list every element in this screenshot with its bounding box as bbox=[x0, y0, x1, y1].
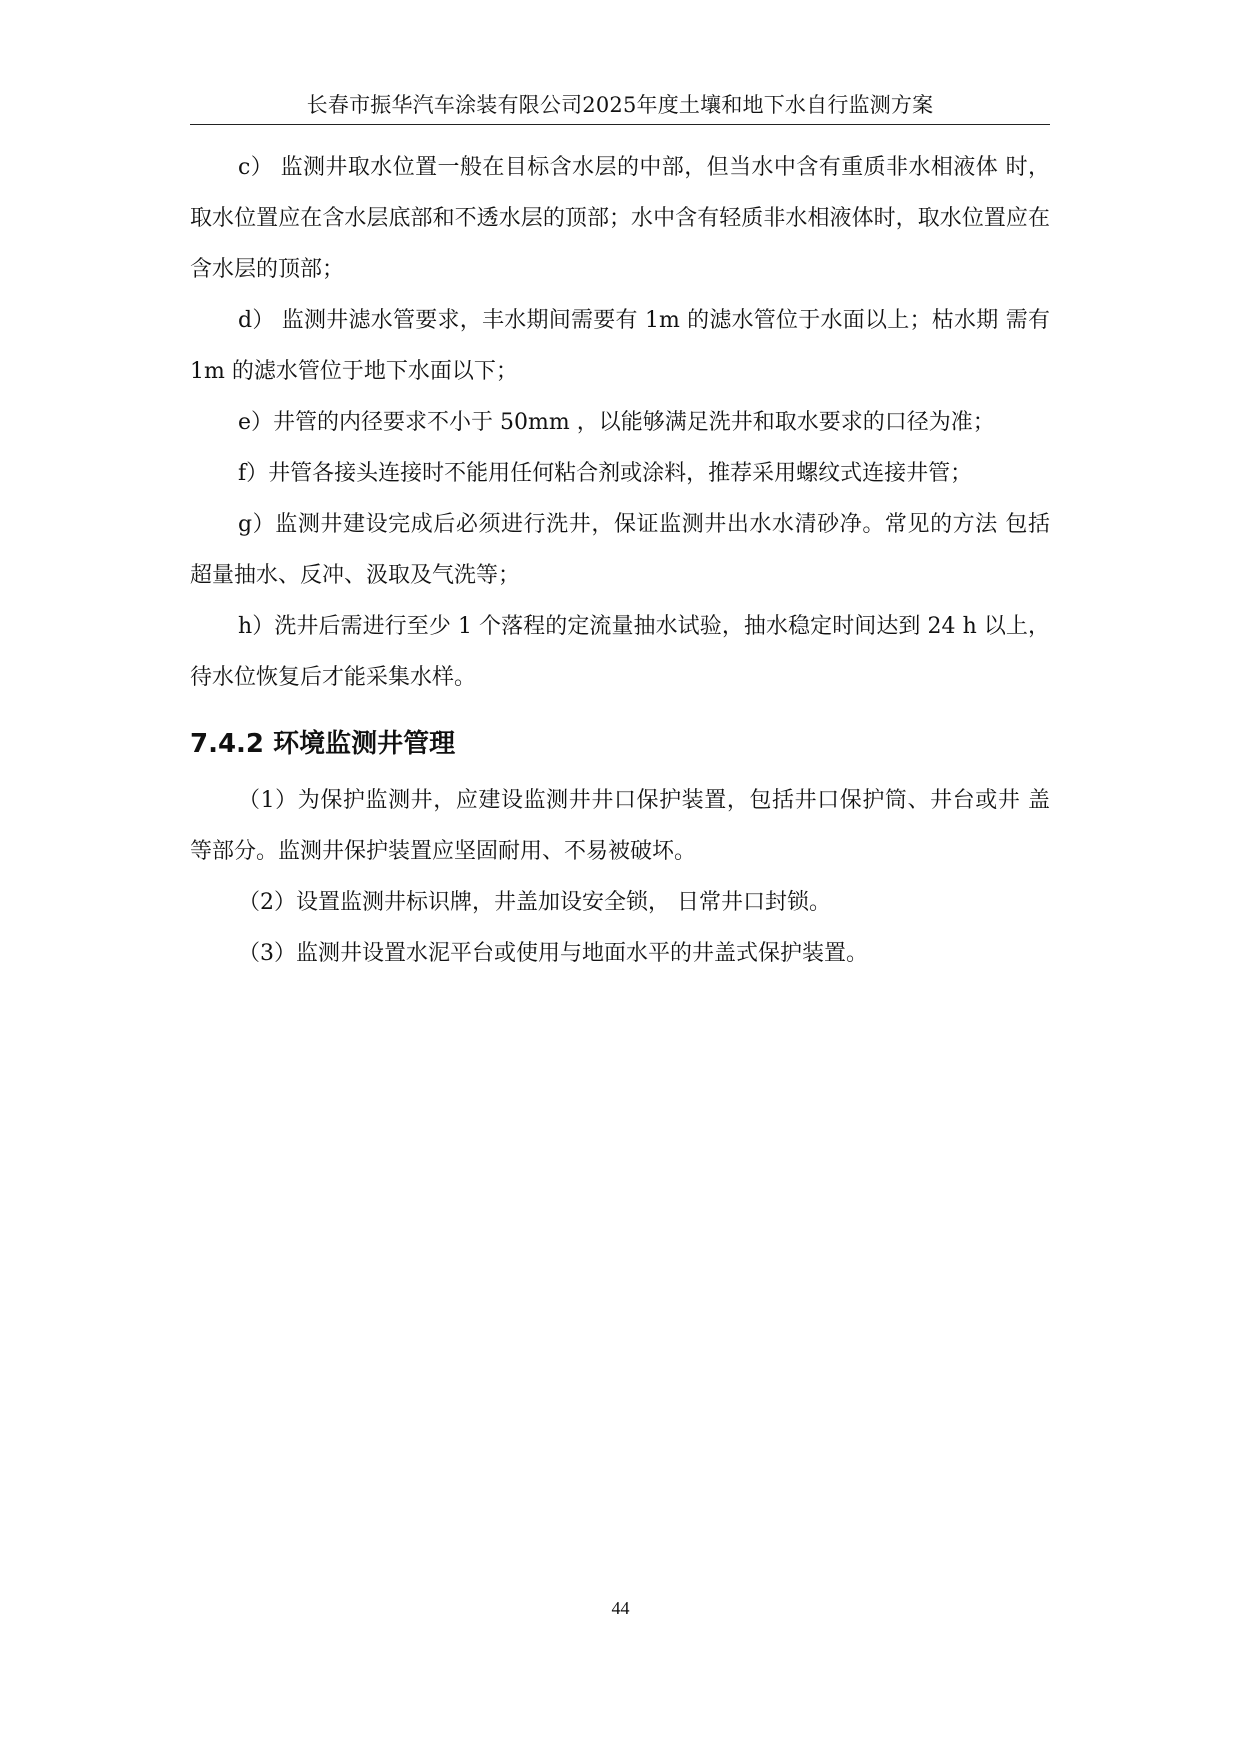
paragraph-d: d） 监测井滤水管要求，丰水期间需要有 1m 的滤水管位于水面以上；枯水期 需有 1m 的滤水管位于地下水面以下； bbox=[190, 308, 1057, 384]
paragraph-1: （1）为保护监测井，应建设监测井井口保护装置，包括井口保护筒、井台或井 盖等部分。监测井保护装置应坚固耐用、不易被破坏。 bbox=[190, 788, 1050, 864]
paragraph-e: e）井管的内径要求不小于 50mm ，以能够满足洗井和取水要求的口径为准； bbox=[238, 410, 995, 435]
header-divider bbox=[190, 124, 1050, 125]
page-header-title: 长春市振华汽车涂装有限公司2025年度土壤和地下水自行监测方案 bbox=[306, 93, 934, 117]
section-heading: 7.4.2 环境监测井管理 bbox=[190, 729, 456, 759]
page-body bbox=[190, 142, 1057, 979]
paragraph-g: g）监测井建设完成后必须进行洗井，保证监测井出水水清砂净。常见的方法 包括超量抽水、反冲、汲取及气洗等； bbox=[190, 512, 1050, 588]
paragraph-2: （2）设置监测井标识牌，井盖加设安全锁， 日常井口封锁。 bbox=[238, 890, 831, 915]
paragraph-3: （3）监测井设置水泥平台或使用与地面水平的井盖式保护装置。 bbox=[238, 941, 868, 966]
paragraph-c: c） 监测井取水位置一般在目标含水层的中部，但当水中含有重质非水相液体 时，取水位置应在含水层底部和不透水层的顶部；水中含有轻质非水相液体时，取水位置应在含水层的顶部； bbox=[190, 155, 1050, 282]
paragraph-f: f）井管各接头连接时不能用任何粘合剂或涂料，推荐采用螺纹式连接井管； bbox=[238, 461, 973, 486]
paragraph-h: h）洗井后需进行至少 1 个落程的定流量抽水试验，抽水稳定时间达到 24 h 以上，待水位恢复后才能采集水样。 bbox=[190, 614, 1050, 690]
page-number: 44 bbox=[611, 1598, 630, 1618]
